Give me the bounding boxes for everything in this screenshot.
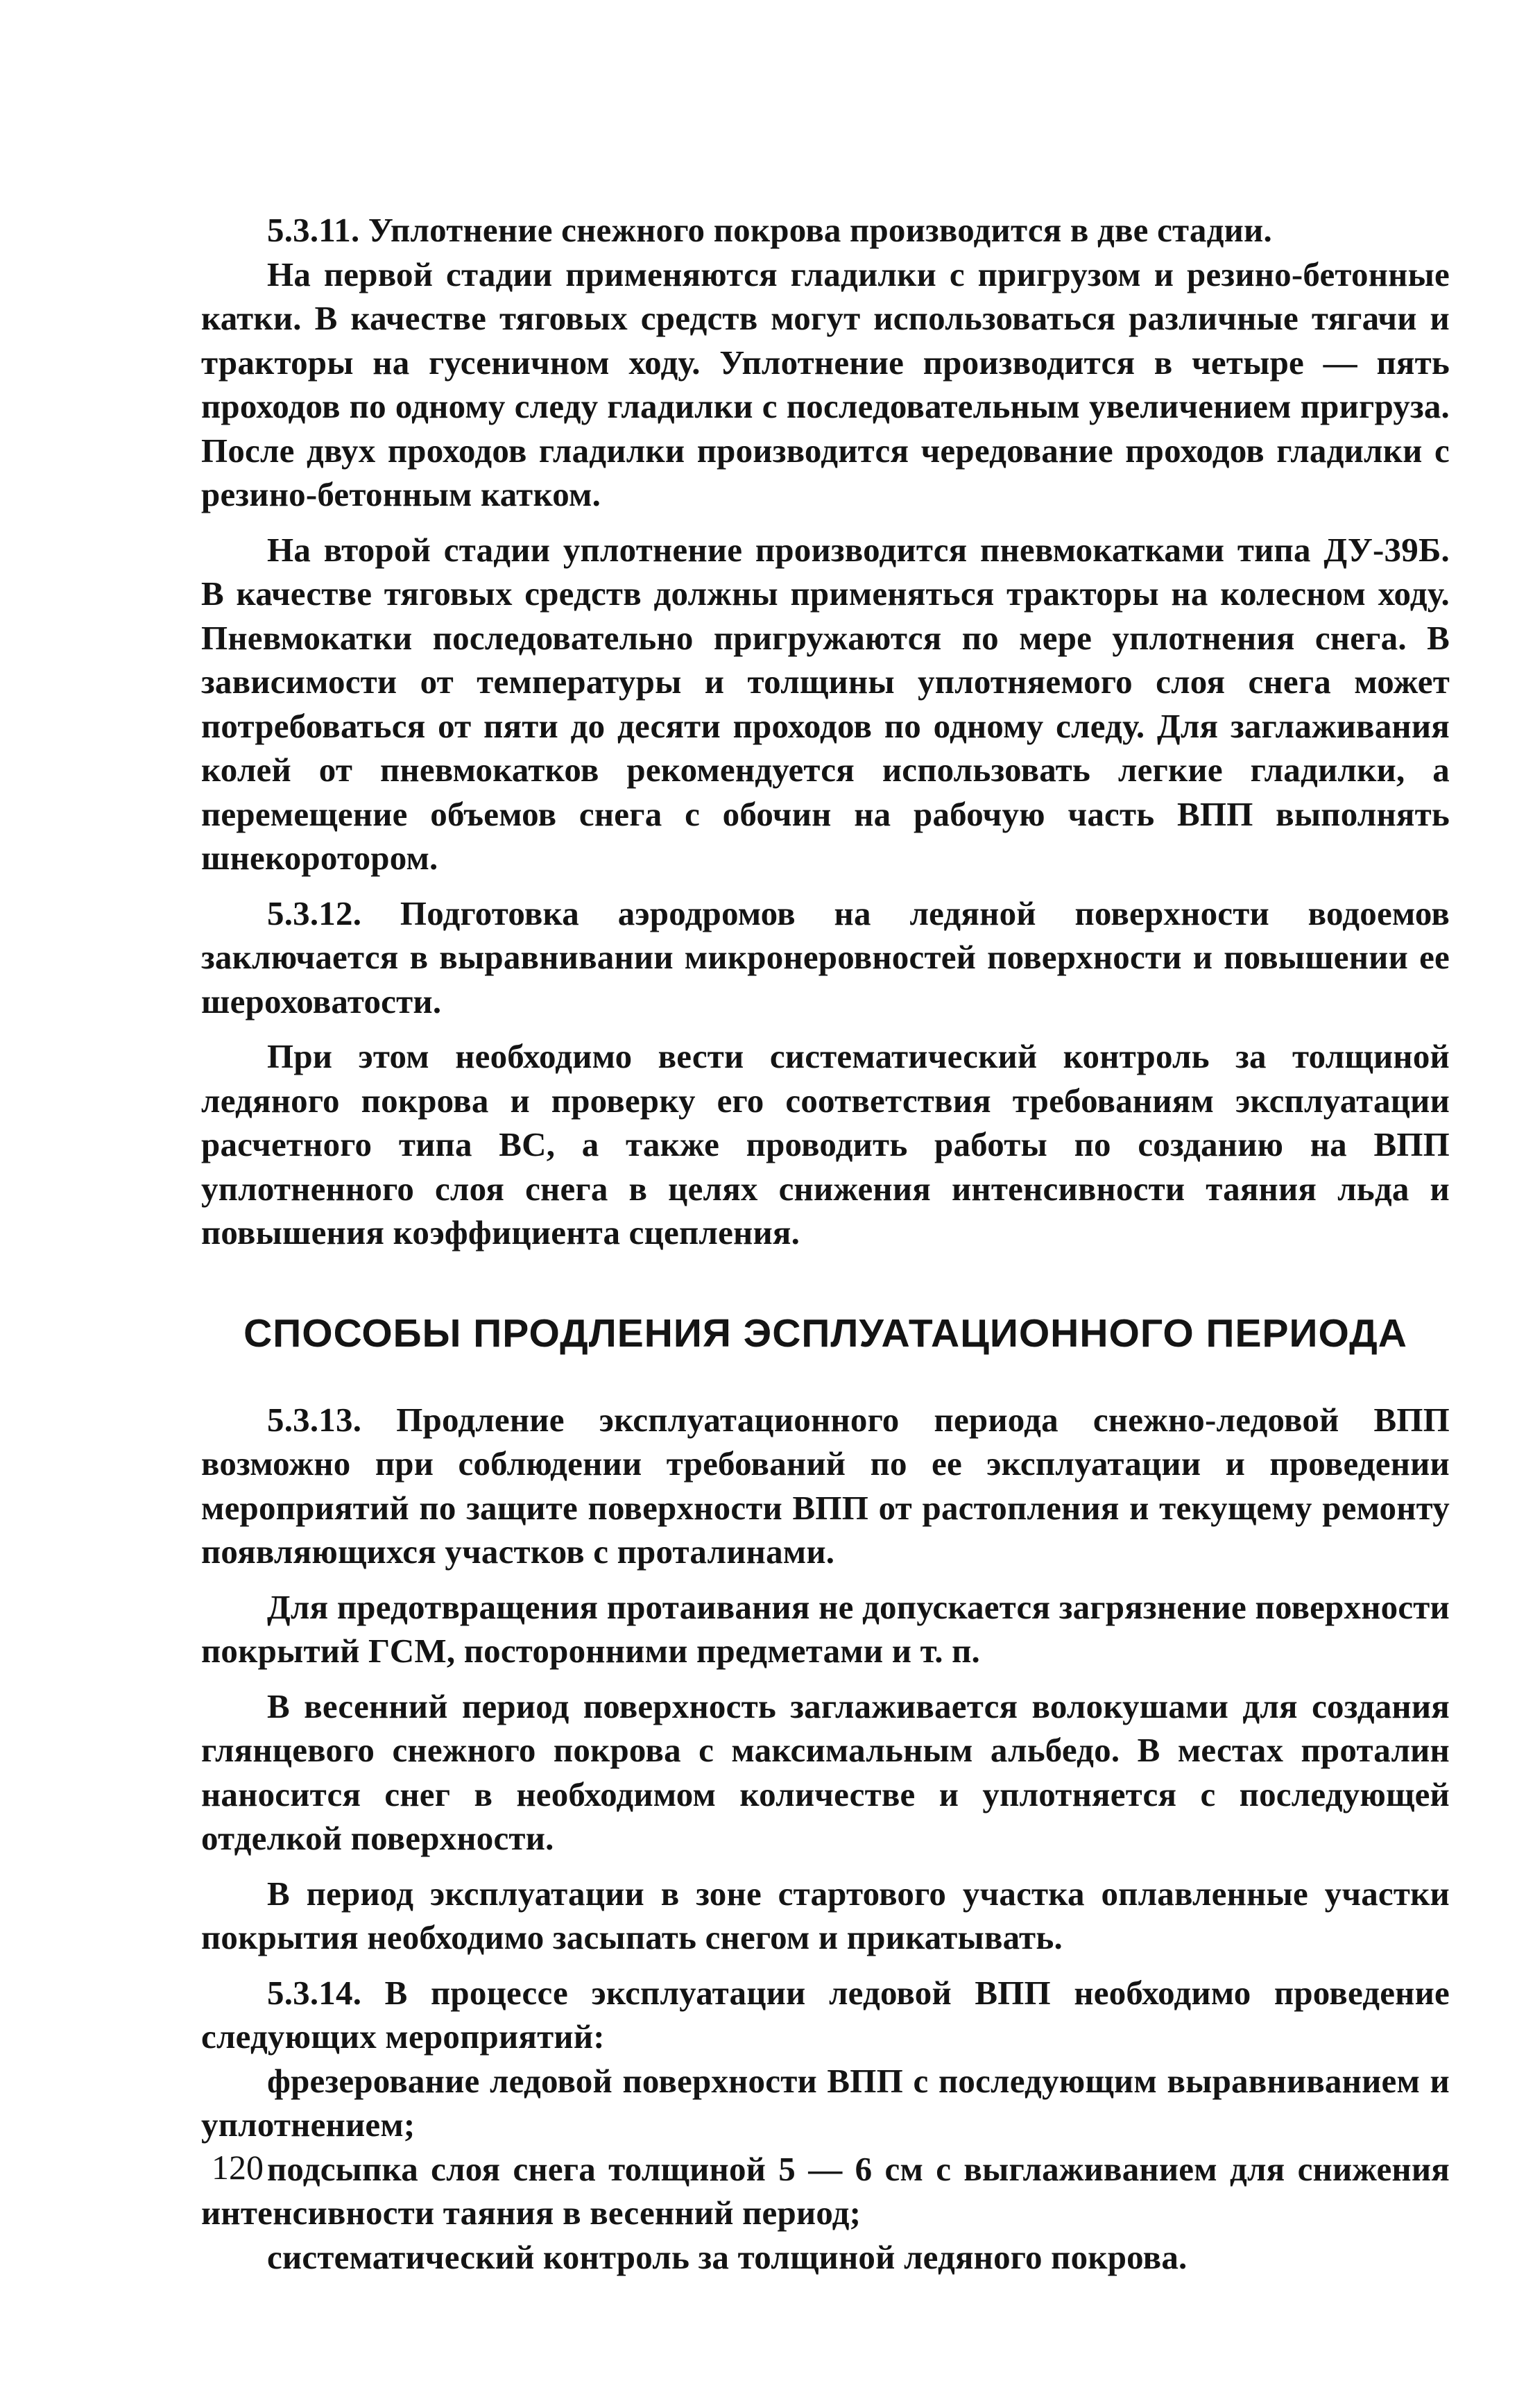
list-item-snow-layer: подсыпка слоя снега толщиной 5 — 6 см с выглаживанием для снижения интенсивности таяния в весенний период; (201, 2149, 1450, 2232)
paragraph-5-3-14: 5.3.14. В процессе эксплуатации ледовой ВПП необходимо проведение следующих мероприятий: (201, 1973, 1450, 2056)
paragraph-5-3-11: 5.3.11. Уплотнение снежного покрова производится в две стадии. (267, 211, 1272, 249)
paragraph-first-stage: На первой стадии применяются гладилки с пригрузом и резино-бетонные катки. В качестве тяговых средств могут использоваться различные тягачи и тракторы на гусеничном ходу. Уплотнение производится в четыре — пять проходов по одному следу гладилки с последовательным увеличением пригруза. После двух проходов гладилки производится чередование проходов гладилки с резино-бетонным катком. (201, 255, 1450, 513)
page-number: 120 (212, 2148, 264, 2187)
list-item-milling: фрезерование ледовой поверхности ВПП с последующим выравниванием и уплотнением; (201, 2061, 1450, 2144)
section-heading: СПОСОБЫ ПРОДЛЕНИЯ ЭСПЛУАТАЦИОННОГО ПЕРИОДА (243, 1310, 1407, 1356)
paragraph-thaw-prevention: Для предотвращения протаивания не допускается загрязнение поверхности покрытий ГСМ, посторонними предметами и т. п. (201, 1587, 1450, 1670)
paragraph-start-zone: В период эксплуатации в зоне стартового участка оплавленные участки покрытия необходимо засыпать снегом и прикатывать. (201, 1874, 1450, 1956)
document-page (201, 208, 1450, 2279)
paragraph-second-stage: На второй стадии уплотнение производится пневмокатками типа ДУ-39Б. В качестве тяговых средств должны применяться тракторы на колесном ходу. Пневмокатки последовательно пригружаются по мере уплотнения снега. В зависимости от температуры и толщины уплотняемого слоя снега может потребоваться от пяти до десяти проходов по одному следу. Для заглаживания колей от пневмокатков рекомендуется использовать легкие гладилки, а перемещение объемов снега с обочин на рабочую часть ВПП выполнять шнекоротором. (201, 530, 1450, 877)
list-item-ice-control: систематический контроль за толщиной ледяного покрова. (267, 2237, 1188, 2276)
paragraph-ice-control: При этом необходимо вести систематический контроль за толщиной ледяного покрова и проверку его соответствия требованиям эксплуатации расчетного типа ВС, а также проводить работы по созданию на ВПП уплотненного слоя снега в целях снижения интенсивности таяния льда и повышения коэффициента сцепления. (201, 1037, 1450, 1252)
paragraph-5-3-13: 5.3.13. Продление эксплуатационного периода снежно-ледовой ВПП возможно при соблюдении требований по ее эксплуатации и проведении мероприятий по защите поверхности ВПП от растопления и текущему ремонту появляющихся участков с проталинами. (201, 1400, 1450, 1571)
paragraph-spring-period: В весенний период поверхность заглаживается волокушами для создания глянцевого снежного покрова с максимальным альбедо. В местах проталин наносится снег в необходимом количестве и уплотняется с последующей отделкой поверхности. (201, 1687, 1450, 1857)
paragraph-5-3-12: 5.3.12. Подготовка аэродромов на ледяной поверхности водоемов заключается в выравнивании микронеровностей поверхности и повышении ее шероховатости. (201, 894, 1450, 1021)
